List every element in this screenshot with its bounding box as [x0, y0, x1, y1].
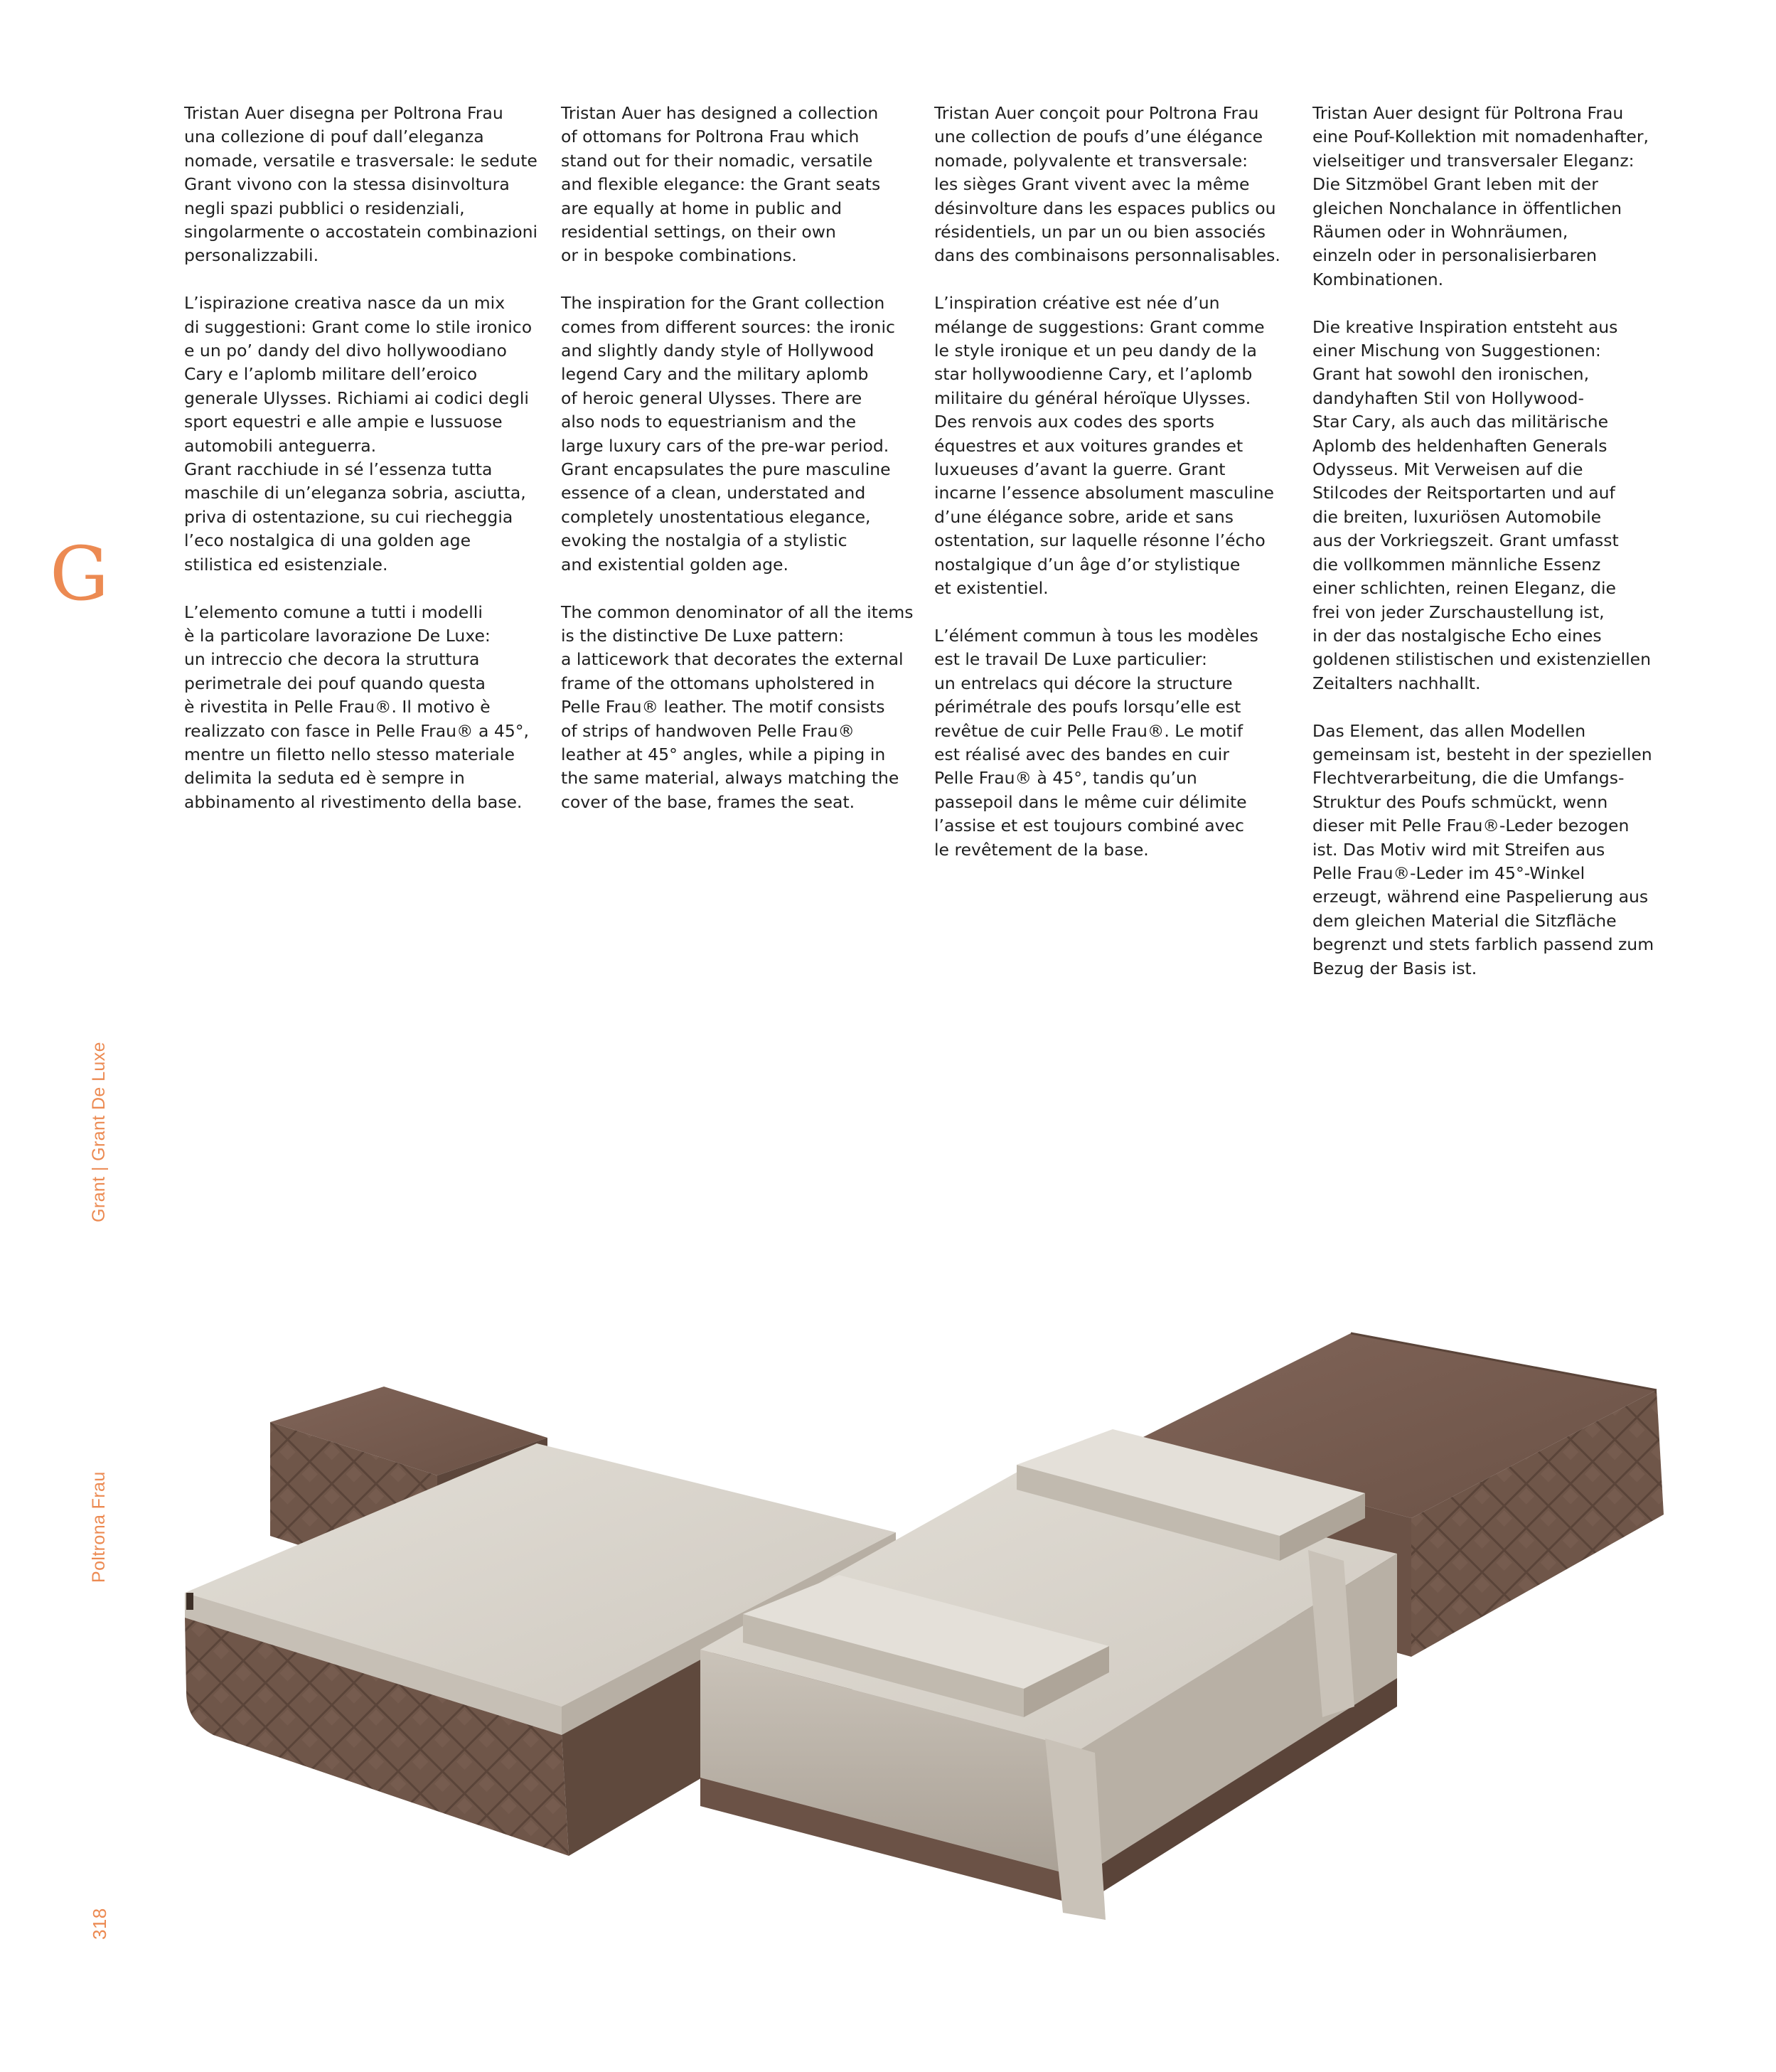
- paragraph: Tristan Auer has designed a collection of ottomans for Poltrona Frau which stand out for their nomadic, versatile and flexible elegance: the Grant seats are equally at home in public and residential settings, on their own or in bespoke combinations.: [561, 103, 881, 266]
- paragraph: L’elemento comune a tutti i modelli è la particolare lavorazione De Luxe: un intreccio che decora la struttura perimetrale dei pouf quando questa è rivestita in Pelle Frau®. Il motivo è realizzato con fasce in Pelle Frau® a 45°, mentre un filetto nello stesso materiale delimita la seduta ed è sempre in abbinamento al rivestimento della base.: [184, 602, 530, 812]
- paragraph: Die kreative Inspiration entsteht aus einer Mischung von Suggestionen: Grant hat sowohl den ironischen, dandyhaften Stil von Hollywood- Star Cary, als auch das militärische Aplomb des heldenhaften Generals Odysseus. Mit Verweisen auf die Stilcodes der Reitsportarten und auf die breiten, luxuriösen Automobile aus der Vorkriegszeit. Grant umfasst die vollkommen männliche Essenz einer schlichten, reinen Eleganz, die frei von jeder Zurschaustellung ist, in der das nostalgische Echo eines goldenen stilistischen und existenziellen Zeitalters nachhallt.: [1312, 316, 1652, 693]
- page-number: 318: [89, 1908, 110, 1940]
- italian-column: [184, 102, 543, 838]
- paragraph: The inspiration for the Grant collection comes from different sources: the ironic and slightly dandy style of Hollywood legend Cary and the military aplomb of heroic general Ulysses. There are also nods to equestrianism and the large luxury cars of the pre-war period. Grant encapsulates the pure masculine essence of a clean, understated and completely unostentatious elegance, evoking the nostalgia of a stylistic and existential golden age.: [561, 293, 895, 575]
- section-initial: G: [50, 530, 109, 617]
- brand-label: Poltrona Frau: [89, 1471, 109, 1583]
- german-column: [1312, 102, 1671, 1004]
- paragraph: L’inspiration créative est née d’un mélange de suggestions: Grant comme le style ironique et un peu dandy de la star hollywoodienne Cary, et l’aplomb militaire du général héroïque Ulysses. Des renvois aux codes des sports équestres et aux voitures grandes et luxueuses d’avant la guerre. Grant incarne l’essence absolument masculine d’une élégance sobre, aride et sans ostentation, sur laquelle résonne l’écho nostalgique d’un âge d’or stylistique et existentiel.: [934, 293, 1275, 599]
- paragraph: The common denominator of all the items is the distinctive De Luxe pattern: a latticework that decorates the external frame of the ottomans upholstered in Pelle Frau® leather. The motif consists of strips of handwoven Pelle Frau® leather at 45° angles, while a piping in the same material, always matching the cover of the base, frames the seat.: [561, 602, 914, 812]
- french-column: [934, 102, 1293, 885]
- paragraph: L’ispirazione creativa nasce da un mix di suggestioni: Grant come lo stile ironico e un po’ dandy del divo hollywoodiano Cary e l’aplomb militare dell’eroico generale Ulysses. Richiami ai codici degli sport equestri e alle ampie e lussuose automobili anteguerra. Grant racchiude in sé l’essenza tutta maschile di un’eleganza sobria, asciutta, priva di ostentazione, su cui riecheggia l’eco nostalgica di una golden age stilistica ed esistenziale.: [184, 293, 533, 575]
- english-column: [561, 102, 920, 838]
- sofa-photo: [171, 1323, 1692, 1962]
- paragraph: Das Element, das allen Modellen gemeinsam ist, besteht in der speziellen Flechtverarbeitung, die die Umfangs- Struktur des Poufs schmückt, wenn dieser mit Pelle Frau®-Leder bezogen ist. Das Motiv wird mit Streifen aus Pelle Frau®-Leder im 45°-Winkel erzeugt, während eine Paspelierung aus dem gleichen Material die Sitzfläche begrenzt und stets farblich passend zum Bezug der Basis ist.: [1312, 720, 1654, 978]
- section-label: Grant | Grant De Luxe: [89, 1042, 109, 1222]
- paragraph: L’élément commun à tous les modèles est le travail De Luxe particulier: un entrelacs qui décore la structure périmétrale des poufs lorsqu’elle est revêtue de cuir Pelle Frau®. Le motif est réalisé avec des bandes en cuir Pelle Frau® à 45°, tandis qu’un passepoil dans le même cuir délimite l’assise et est toujours combiné avec le revêtement de la base.: [934, 625, 1258, 860]
- paragraph: Tristan Auer disegna per Poltrona Frau una collezione di pouf dall’eleganza nomade, versatile e trasversale: le sedute Grant vivono con la stessa disinvoltura negli spazi pubblici o residenziali, singolarmente o accostatein combinazioni personalizzabili.: [184, 103, 538, 266]
- paragraph: Tristan Auer designt für Poltrona Frau eine Pouf-Kollektion mit nomadenhafter, vielseitiger und transversaler Eleganz: Die Sitzmöbel Grant leben mit der gleichen Nonchalance in öffentlichen Räumen oder in Wohnräumen, einzeln oder in personalisierbaren Kombinationen.: [1312, 103, 1649, 289]
- paragraph: Tristan Auer conçoit pour Poltrona Frau une collection de poufs d’une élégance nomade, polyvalente et transversale: les sièges Grant vivent avec la même désinvolture dans les espaces publics ou résidentiels, un par un ou bien associés dans des combinaisons personnalisables.: [934, 103, 1280, 266]
